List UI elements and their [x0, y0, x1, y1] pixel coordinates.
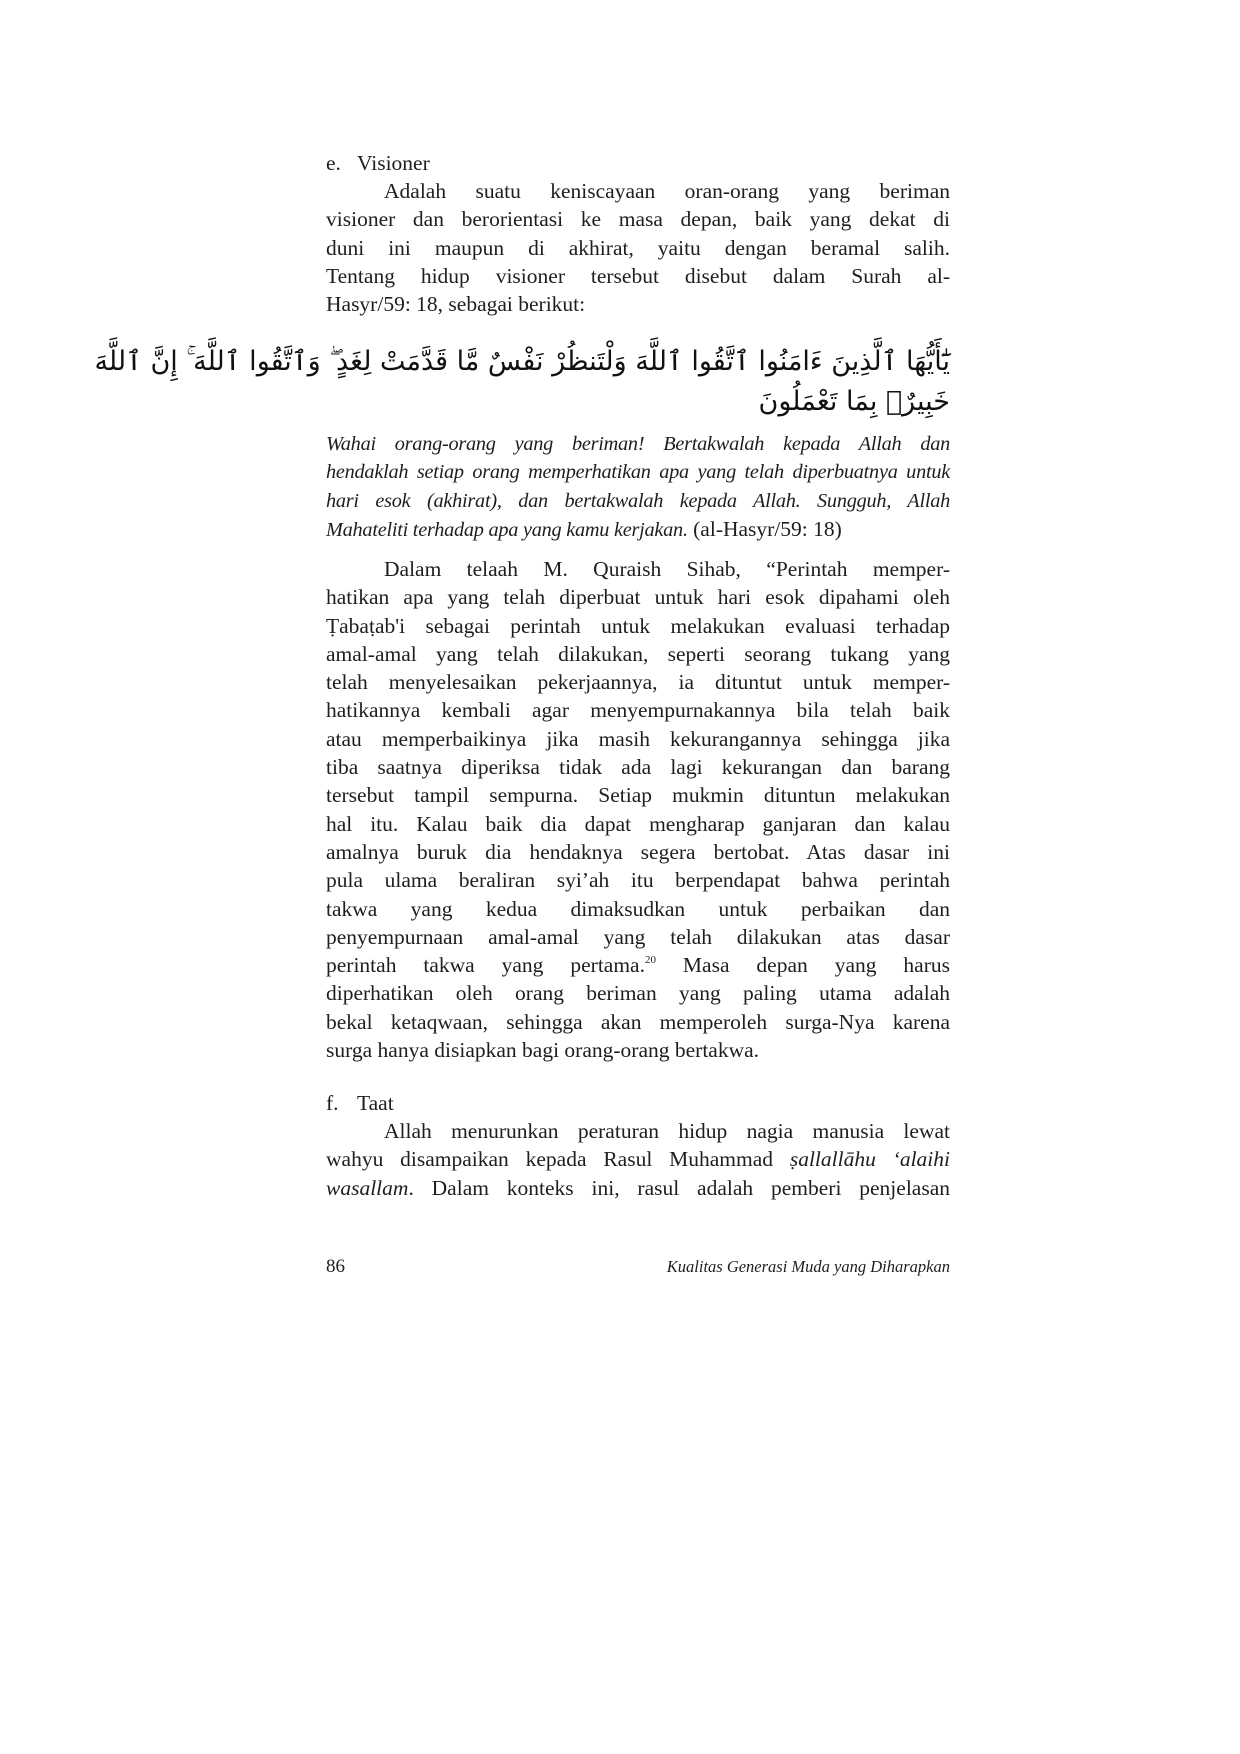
text-line	[326, 612, 950, 640]
section-heading-f	[326, 1089, 394, 1117]
text-segment: Allah menurunkan peraturan hidup nagia manusia lewat	[384, 1119, 950, 1143]
text-segment: Mahateliti terhadap apa yang kamu kerjakan.	[326, 518, 688, 541]
text-segment: telah menyelesaikan pekerjaannya, ia dituntut untuk memper-	[326, 670, 950, 695]
text-line	[326, 1117, 950, 1145]
text-line	[326, 555, 950, 583]
text-line	[326, 781, 950, 809]
text-segment: hendaklah setiap orang memperhatikan apa yang telah diperbuatnya untuk	[326, 461, 950, 484]
text-line	[326, 515, 950, 543]
text-line	[326, 487, 950, 515]
page-number: 86	[326, 1256, 345, 1277]
text-segment: tersebut tampil sempurna. Setiap mukmin dituntun melakukan	[326, 783, 950, 808]
text-line	[326, 290, 950, 318]
text-segment: Dalam telaah M. Quraish Sihab, “Perintah memper-	[384, 557, 950, 581]
text-segment: hari esok (akhirat), dan bertakwalah kepada Allah. Sungguh, Allah	[326, 489, 950, 512]
text-segment: hatikannya kembali agar menyempurnakannya bila telah baik	[326, 698, 950, 723]
text-line	[326, 810, 950, 838]
arabic-verse	[94, 342, 950, 422]
text-segment: surga hanya disiapkan bagi orang-orang bertakwa.	[326, 1038, 760, 1063]
footnote-ref: 20	[644, 954, 656, 967]
text-segment: diperhatikan oleh orang beriman yang paling utama adalah	[326, 981, 950, 1006]
text-segment: hatikan apa yang telah diperbuat untuk hari esok dipahami oleh	[326, 585, 950, 610]
paragraph-taat	[326, 1117, 950, 1202]
text-line	[326, 430, 950, 458]
text-segment: bekal ketaqwaan, sehingga akan memperoleh surga-Nya karena	[326, 1009, 950, 1034]
text-line	[326, 205, 950, 233]
section-label: f.	[326, 1091, 339, 1115]
paragraph-visioner-intro	[326, 177, 950, 318]
verse-translation	[326, 430, 950, 543]
text-segment: amal-amal yang telah dilakukan, seperti seorang tukang yang	[326, 641, 950, 666]
section-title: Visioner	[357, 151, 430, 175]
text-line	[326, 895, 950, 923]
text-segment: Adalah suatu keniscayaan oran-orang yang beriman	[384, 179, 950, 203]
text-segment: Wahai orang-orang yang beriman! Bertakwalah kepada Allah dan	[326, 433, 950, 455]
section-heading-e	[326, 149, 430, 177]
section-title: Taat	[357, 1091, 394, 1115]
text-line	[326, 866, 950, 894]
text-line	[326, 1145, 950, 1173]
text-line	[326, 640, 950, 668]
text-line	[326, 583, 950, 611]
text-line	[326, 725, 950, 753]
text-line	[326, 696, 950, 724]
text-line	[326, 1174, 950, 1202]
text-line	[326, 1036, 950, 1064]
text-line	[326, 753, 950, 781]
text-line	[326, 668, 950, 696]
arabic-verse-line: يَٰٓأَيُّهَا ٱلَّذِينَ ءَامَنُوا ٱتَّقُوا ٱللَّهَ وَلْتَنظُرْ نَفْسٌ مَّا قَدَّمَتْ لِغَدٍ ۖ وَٱتَّقُوا ٱللَّهَ ۚ إِنَّ ٱللَّهَ	[94, 346, 950, 377]
text-segment: wasallam	[326, 1175, 409, 1200]
text-segment: duni ini maupun di akhirat, yaitu dengan beramal salih.	[326, 235, 950, 260]
text-line	[326, 838, 950, 866]
running-title: Kualitas Generasi Muda yang Diharapkan	[666, 1257, 950, 1276]
text-segment: takwa yang kedua dimaksudkan untuk perbaikan dan	[326, 896, 950, 921]
text-line	[326, 979, 950, 1007]
text-line	[326, 923, 950, 951]
text-line	[326, 177, 950, 205]
arabic-verse-line: خَبِيرٌۢ بِمَا تَعْمَلُونَ	[758, 386, 950, 417]
text-line	[326, 234, 950, 262]
page-footer	[326, 1254, 950, 1280]
text-segment: penyempurnaan amal-amal yang telah dilakukan atas dasar	[326, 924, 950, 949]
text-segment: tiba saatnya diperiksa tidak ada lagi kekurangan dan barang	[326, 755, 950, 780]
text-segment: amalnya buruk dia hendaknya segera bertobat. Atas dasar ini	[326, 839, 950, 864]
text-segment: pula ulama beraliran syi’ah itu berpendapat bahwa perintah	[326, 868, 950, 893]
text-segment: atau memperbaikinya jika masih kekurangannya sehingga jika	[326, 726, 950, 751]
text-line	[326, 458, 950, 486]
text-segment: wahyu disampaikan kepada Rasul Muhammad	[326, 1147, 790, 1172]
text-segment: hal itu. Kalau baik dia dapat mengharap ganjaran dan kalau	[326, 811, 950, 836]
text-segment: visioner dan berorientasi ke masa depan, baik yang dekat di	[326, 207, 950, 232]
text-line	[326, 1008, 950, 1036]
text-segment: Masa depan yang harus	[655, 953, 950, 978]
text-line	[326, 951, 950, 979]
paragraph-commentary	[326, 555, 950, 1064]
text-segment: ṣallallāhu ‘alaihi	[789, 1147, 950, 1172]
section-label: e.	[326, 151, 341, 175]
text-line	[326, 262, 950, 290]
text-segment: Tentang hidup visioner tersebut disebut dalam Surah al-	[326, 263, 950, 288]
text-segment: Ṭabaṭab'i sebagai perintah untuk melakukan evaluasi terhadap	[326, 613, 950, 638]
text-segment: (al-Hasyr/59: 18)	[687, 516, 842, 541]
text-segment: perintah takwa yang pertama.	[326, 953, 645, 978]
text-segment: . Dalam konteks ini, rasul adalah pemberi penjelasan	[408, 1175, 950, 1200]
text-segment: Hasyr/59: 18, sebagai berikut:	[326, 292, 586, 317]
